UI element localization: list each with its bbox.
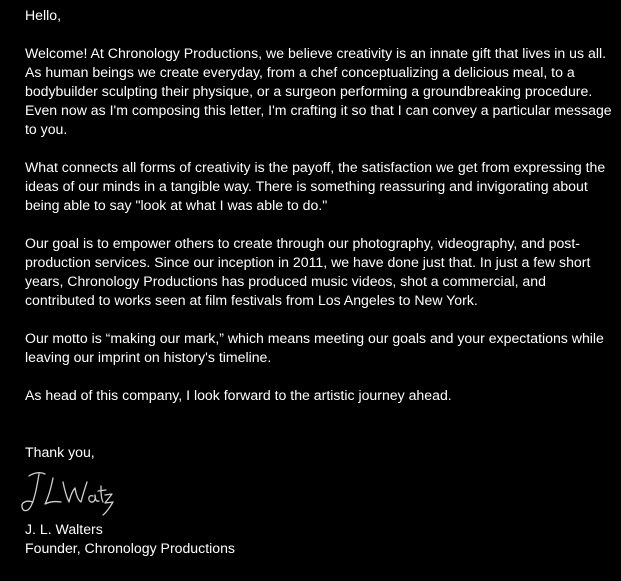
- paragraph-welcome: Welcome! At Chronology Productions, we believe creativity is an innate gift that lives in us all. As human beings we create everyday, from a chef conceptualizing a delicious meal, to a bodybuilder sculpting their physique, or a surgeon performing a groundbreaking procedure. Even now as I'm composing this letter, I'm crafting it so that I can convey a particular message to you.: [25, 45, 612, 137]
- closing: Thank you,: [25, 444, 95, 460]
- spacer: [25, 424, 615, 443]
- paragraph-creativity: What connects all forms of creativity is the payoff, the satisfaction we get from expressing the ideas of our minds in a tangible way. There is something reassuring and invigorating about being able to say "look at what I was able to do.": [25, 159, 606, 213]
- letter-body: [25, 6, 615, 558]
- signer-name: J. L. Walters: [25, 521, 103, 537]
- handwritten-signature-icon: [15, 462, 115, 520]
- greeting: Hello,: [25, 7, 62, 23]
- signer-title: Founder, Chronology Productions: [25, 540, 235, 556]
- paragraph-motto: Our motto is “making our mark,” which means meeting our goals and your expectations while leaving our imprint on history's timeline.: [25, 330, 604, 365]
- paragraph-goal: Our goal is to empower others to create through our photography, videography, and post-production services. Since our inception in 2011, we have done just that. In just a few short years, Chronology Productions has produced music videos, shot a commercial, and contributed to works seen at film festivals from Los Angeles to New York.: [25, 235, 591, 308]
- paragraph-journey: As head of this company, I look forward to the artistic journey ahead.: [25, 387, 452, 403]
